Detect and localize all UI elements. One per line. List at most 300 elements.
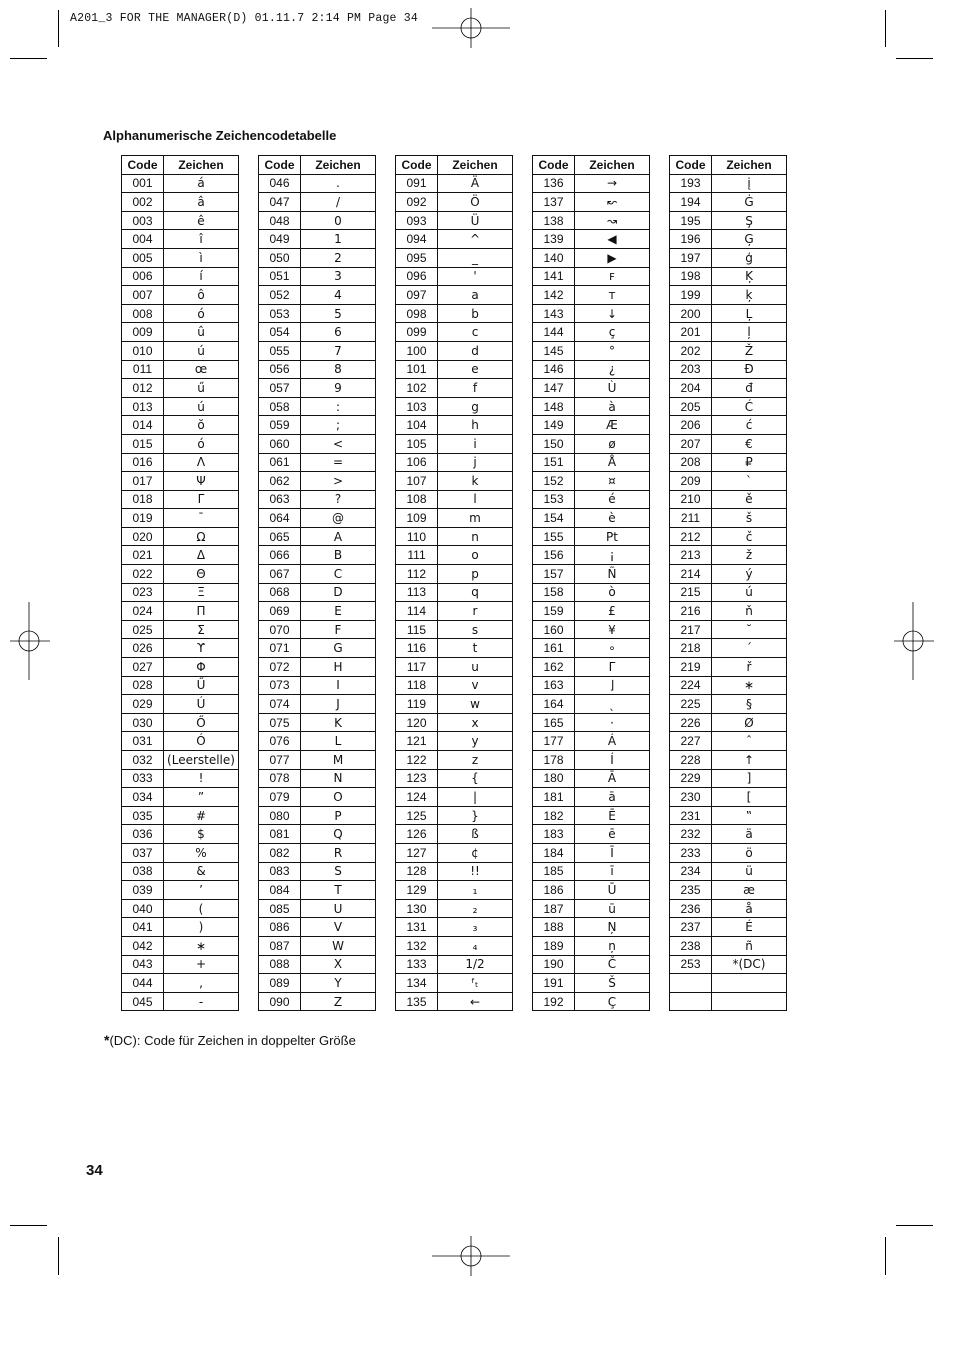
table-row [670,806,787,825]
table-row [533,602,650,621]
char-cell: Í [575,751,650,770]
table-row [396,583,513,602]
code-cell: 067 [259,565,301,584]
char-cell: Ψ [164,472,239,491]
table-row [670,230,787,249]
code-cell: 178 [533,751,575,770]
table-row [396,379,513,398]
code-cell: 042 [122,936,164,955]
char-cell: É [712,918,787,937]
table-row [122,416,239,435]
char-cell: ∘ [575,639,650,658]
code-cell: 086 [259,918,301,937]
table-row [259,602,376,621]
code-cell: 041 [122,918,164,937]
char-cell: Q [301,825,376,844]
table-row [533,695,650,714]
table-row [259,936,376,955]
code-cell: 184 [533,843,575,862]
char-cell: ▶ [575,248,650,267]
code-cell: 022 [122,565,164,584]
table-row [670,527,787,546]
table-row [670,974,787,993]
code-cell: 213 [670,546,712,565]
table-row [533,881,650,900]
char-cell: Ω [164,527,239,546]
char-cell: Ē [575,806,650,825]
table-row [259,992,376,1011]
code-cell: 219 [670,658,712,677]
char-cell: Z [301,992,376,1011]
table-row [533,825,650,844]
code-cell: 101 [396,360,438,379]
char-cell: Ü [438,211,513,230]
code-cell: 054 [259,323,301,342]
code-cell: 141 [533,267,575,286]
code-cell: 138 [533,211,575,230]
table-row [670,193,787,212]
footnote-text: (DC): Code für Zeichen in doppelter Größe [109,1033,356,1048]
table-row [533,843,650,862]
char-cell: c [438,323,513,342]
code-cell: 134 [396,974,438,993]
char-cell: [ [712,788,787,807]
table-row [533,788,650,807]
code-cell: 070 [259,620,301,639]
char-cell: ö [712,843,787,862]
table-row [396,843,513,862]
char-cell: Φ [164,658,239,677]
char-cell: P [301,806,376,825]
code-cell: 073 [259,676,301,695]
registration-mark-top [432,6,512,50]
char-cell: ¡ [575,546,650,565]
char-cell: 1 [301,230,376,249]
char-cell: . [301,174,376,193]
table-row [533,955,650,974]
crop-mark [10,58,47,59]
char-cell: ñ [712,936,787,955]
code-cell: 145 [533,341,575,360]
crop-mark [896,58,933,59]
table-row [396,397,513,416]
table-row [122,713,239,732]
char-cell: Æ [575,416,650,435]
code-cell: 065 [259,527,301,546]
char-cell: Γ [575,658,650,677]
char-cell: ] [712,769,787,788]
table-row [670,862,787,881]
char-cell: | [438,788,513,807]
char-cell: ↑ [712,751,787,770]
char-cell: £ [575,602,650,621]
code-cell: 192 [533,992,575,1011]
table-row [122,583,239,602]
table-row [533,360,650,379]
table-row [670,936,787,955]
char-cell: 5 [301,304,376,323]
code-cell: 044 [122,974,164,993]
char-cell: !! [438,862,513,881]
char-cell: Y [301,974,376,993]
code-cell: 025 [122,620,164,639]
table-row [396,453,513,472]
code-cell: 096 [396,267,438,286]
table-row [533,620,650,639]
code-table-5 [669,155,787,1011]
code-cell: 182 [533,806,575,825]
table-row [396,862,513,881]
table-row [396,955,513,974]
code-cell: 236 [670,899,712,918]
char-cell: Ç [575,992,650,1011]
code-cell: 212 [670,527,712,546]
char-cell: ˘ [712,620,787,639]
code-cell: 100 [396,341,438,360]
code-cell: 226 [670,713,712,732]
char-cell: Ņ [575,918,650,937]
char-cell: + [164,955,239,974]
char-cell: ŏ [164,416,239,435]
code-cell: 148 [533,397,575,416]
char-cell: - [164,992,239,1011]
char-cell: ” [164,788,239,807]
code-cell: 063 [259,490,301,509]
char-cell: é [575,490,650,509]
table-row [122,323,239,342]
char-cell: e [438,360,513,379]
col-header-code: Code [122,156,164,175]
table-row [259,379,376,398]
code-cell: 208 [670,453,712,472]
char-cell: Ġ [712,193,787,212]
table-row [122,899,239,918]
code-cell: 033 [122,769,164,788]
code-cell: 081 [259,825,301,844]
char-cell: E [301,602,376,621]
table-row [259,360,376,379]
code-cell: 216 [670,602,712,621]
code-cell: 163 [533,676,575,695]
table-row [122,881,239,900]
table-row [396,658,513,677]
table-row [396,211,513,230]
char-cell: Σ [164,620,239,639]
code-cell: 092 [396,193,438,212]
code-cell: 032 [122,751,164,770]
table-row [259,416,376,435]
col-header-char: Zeichen [438,156,513,175]
table-row [533,639,650,658]
char-cell: Ű [164,676,239,695]
char-cell: 2 [301,248,376,267]
crop-mark [885,10,886,47]
table-row [533,974,650,993]
char-cell: ž [712,546,787,565]
table-row [122,527,239,546]
table-row [670,174,787,193]
char-cell: ¤ [575,472,650,491]
char-cell: → [575,174,650,193]
char-cell: ě [712,490,787,509]
table-row [122,453,239,472]
code-cell: 234 [670,862,712,881]
table-row [259,788,376,807]
table-row [122,472,239,491]
col-header-char: Zeichen [301,156,376,175]
char-cell: 3 [301,267,376,286]
code-cell: 011 [122,360,164,379]
table-row [533,546,650,565]
code-cell: 006 [122,267,164,286]
char-cell: { [438,769,513,788]
table-row [396,732,513,751]
table-row [396,360,513,379]
registration-mark-bottom [432,1234,512,1278]
code-table-2 [258,155,376,1011]
code-cell: 113 [396,583,438,602]
table-row [396,509,513,528]
table-row [533,565,650,584]
char-cell: § [712,695,787,714]
table-row [259,899,376,918]
table-row [670,602,787,621]
code-cell: 162 [533,658,575,677]
table-row [396,248,513,267]
table-row [259,974,376,993]
char-cell: M [301,751,376,770]
code-cell: 155 [533,527,575,546]
table-row [122,546,239,565]
table-row [533,211,650,230]
code-cell: 102 [396,379,438,398]
table-row [670,843,787,862]
char-cell: ! [164,769,239,788]
table-row [670,676,787,695]
table-row [533,658,650,677]
char-cell: $ [164,825,239,844]
code-cell: 150 [533,434,575,453]
table-row [670,248,787,267]
char-cell: f [438,379,513,398]
code-cell: 187 [533,899,575,918]
char-cell: r [438,602,513,621]
code-cell: 108 [396,490,438,509]
code-cell: 034 [122,788,164,807]
char-cell: : [301,397,376,416]
code-cell: 199 [670,286,712,305]
table-row [259,658,376,677]
table-row [533,769,650,788]
table-row [670,286,787,305]
char-cell: Đ [712,360,787,379]
char-cell: ¢ [438,843,513,862]
registration-mark-left [8,602,52,682]
code-cell [670,974,712,993]
char-cell [712,974,787,993]
code-cell: 233 [670,843,712,862]
code-cell: 142 [533,286,575,305]
char-cell: Ū [575,881,650,900]
col-header-char: Zeichen [164,156,239,175]
code-cell: 224 [670,676,712,695]
table-row [533,918,650,937]
crop-mark [10,1225,47,1226]
table-row [670,397,787,416]
code-cell: 231 [670,806,712,825]
char-cell: ú [164,341,239,360]
code-cell: 104 [396,416,438,435]
table-row [396,341,513,360]
code-cell: 058 [259,397,301,416]
char-cell: Θ [164,565,239,584]
table-row [670,434,787,453]
char-cell: j [438,453,513,472]
code-cell: 107 [396,472,438,491]
code-cell: 195 [670,211,712,230]
code-cell: 083 [259,862,301,881]
char-cell: à [575,397,650,416]
table-row [122,267,239,286]
code-cell: 191 [533,974,575,993]
code-cell: 105 [396,434,438,453]
table-row [122,732,239,751]
char-cell: å [712,899,787,918]
char-cell: 4 [301,286,376,305]
code-cell: 185 [533,862,575,881]
code-cell: 165 [533,713,575,732]
char-cell: ₄ [438,936,513,955]
page-number: 34 [86,1162,103,1179]
char-cell: W [301,936,376,955]
code-cell: 094 [396,230,438,249]
table-row [396,825,513,844]
char-cell: Ú [164,695,239,714]
table-row [670,323,787,342]
code-cell: 051 [259,267,301,286]
table-row [533,341,650,360]
char-cell: y [438,732,513,751]
char-cell: ↓ [575,304,650,323]
table-row [259,751,376,770]
table-row [259,639,376,658]
table-row [533,527,650,546]
code-cell: 147 [533,379,575,398]
table-row [396,434,513,453]
table-row [122,565,239,584]
char-cell: H [301,658,376,677]
code-cell: 232 [670,825,712,844]
code-cell: 012 [122,379,164,398]
code-cell: 133 [396,955,438,974]
table-row [533,416,650,435]
code-cell: 129 [396,881,438,900]
table-row [670,565,787,584]
char-cell: Ä [438,174,513,193]
code-cell: 118 [396,676,438,695]
code-table-1 [121,155,239,1011]
char-cell: Č [575,955,650,974]
table-row [259,193,376,212]
code-cell: 072 [259,658,301,677]
code-cell: 131 [396,918,438,937]
table-row [122,769,239,788]
char-cell: L [301,732,376,751]
char-cell: ¿ [575,360,650,379]
table-row [670,658,787,677]
code-cell: 116 [396,639,438,658]
table-row [259,955,376,974]
code-cell: 076 [259,732,301,751]
table-row [670,732,787,751]
table-row [259,825,376,844]
char-cell: û [164,323,239,342]
code-cell: 029 [122,695,164,714]
code-cell: 028 [122,676,164,695]
code-cell: 193 [670,174,712,193]
code-cell: 021 [122,546,164,565]
code-cell: 237 [670,918,712,937]
char-cell: ( [164,899,239,918]
code-cell: 090 [259,992,301,1011]
code-cell: 031 [122,732,164,751]
table-row [259,862,376,881]
char-cell: s [438,620,513,639]
code-cell: 126 [396,825,438,844]
table-row [396,193,513,212]
table-row [259,453,376,472]
table-row [396,695,513,714]
char-cell: è [575,509,650,528]
code-cell: 186 [533,881,575,900]
code-cell: 188 [533,918,575,937]
char-cell: m [438,509,513,528]
table-row [259,565,376,584]
char-cell: Ķ [712,267,787,286]
char-cell: Ξ [164,583,239,602]
table-row [533,174,650,193]
char-cell: 6 [301,323,376,342]
char-cell: i [438,434,513,453]
code-cell: 125 [396,806,438,825]
table-row [396,806,513,825]
code-cell: 154 [533,509,575,528]
char-cell: â [164,193,239,212]
code-cell: 004 [122,230,164,249]
char-cell: _ [438,248,513,267]
table-row [259,323,376,342]
code-cell: 151 [533,453,575,472]
table-row [533,248,650,267]
char-cell: l [438,490,513,509]
code-cell: 038 [122,862,164,881]
table-row [122,286,239,305]
table-row [396,602,513,621]
table-row [396,992,513,1011]
code-cell: 061 [259,453,301,472]
code-cell: 049 [259,230,301,249]
char-cell: ä [712,825,787,844]
table-row [122,360,239,379]
table-row [533,862,650,881]
table-row [122,620,239,639]
footnote-star: * [104,1032,110,1048]
code-cell: 050 [259,248,301,267]
col-header-code: Code [670,156,712,175]
code-cell: 218 [670,639,712,658]
table-row [396,769,513,788]
table-row [122,695,239,714]
